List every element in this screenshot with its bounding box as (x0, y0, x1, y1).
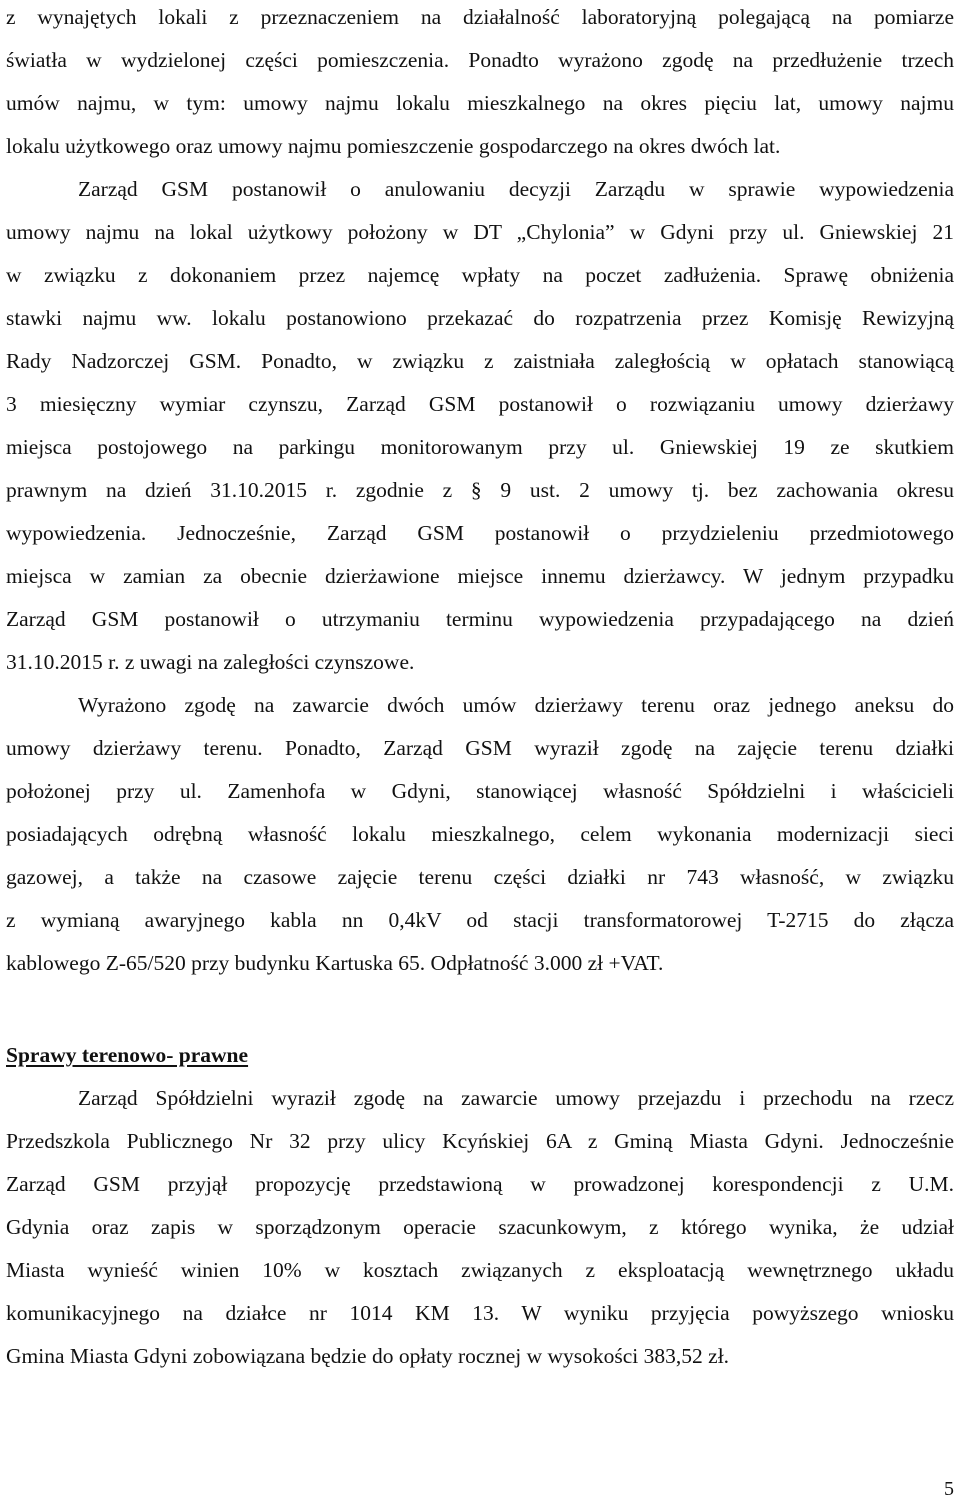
text-line: Zarząd GSM przyjął propozycję przedstawioną w prowadzonej korespondencji z U.M. (6, 1172, 954, 1196)
text-line: umów najmu, w tym: umowy najmu lokalu mieszkalnego na okres pięciu lat, umowy najmu (6, 91, 954, 115)
text-line: w związku z dokonaniem przez najemcę wpłaty na poczet zadłużenia. Sprawę obniżenia (6, 263, 954, 287)
text-line: lokalu użytkowego oraz umowy najmu pomieszczenie gospodarczego na okres dwóch lat. (6, 134, 781, 158)
text-line: Wyrażono zgodę na zawarcie dwóch umów dzierżawy terenu oraz jednego aneksu do (78, 693, 954, 717)
text-line: Przedszkola Publicznego Nr 32 przy ulicy Kcyńskiej 6A z Gminą Miasta Gdyni. Jednocześnie (6, 1129, 954, 1153)
section-heading: Sprawy terenowo- prawne (6, 1043, 249, 1067)
text-line: Zarząd Spółdzielni wyraził zgodę na zawarcie umowy przejazdu i przechodu na rzecz (78, 1086, 954, 1110)
text-line: posiadających odrębną własność lokalu mieszkalnego, celem wykonania modernizacji sieci (6, 822, 954, 846)
text-line: miejsca postojowego na parkingu monitorowanym przy ul. Gniewskiej 19 ze skutkiem (6, 435, 954, 459)
text-line: Rady Nadzorczej GSM. Ponadto, w związku z zaistniała zaległością w opłatach stanowiącą (6, 349, 954, 373)
text-line: z wynajętych lokali z przeznaczeniem na działalność laboratoryjną polegającą na pomiarze (6, 5, 954, 29)
text-line: Miasta wynieść winien 10% w kosztach związanych z eksploatacją wewnętrznego układu (6, 1258, 954, 1282)
text-line: miejsca w zamian za obecnie dzierżawione miejsce innemu dzierżawcy. W jednym przypadku (6, 564, 954, 588)
text-line: światła w wydzielonej części pomieszczenia. Ponadto wyrażono zgodę na przedłużenie trzech (6, 48, 954, 72)
text-line: 31.10.2015 r. z uwagi na zaległości czynszowe. (6, 650, 415, 674)
text-line: umowy najmu na lokal użytkowy położony w DT „Chylonia” w Gdyni przy ul. Gniewskiej 21 (6, 220, 954, 244)
text-line: Zarząd GSM postanowił o utrzymaniu terminu wypowiedzenia przypadającego na dzień (6, 607, 954, 631)
text-line: położonej przy ul. Zamenhofa w Gdyni, stanowiącej własność Spółdzielni i właścicieli (6, 779, 954, 803)
text-line: gazowej, a także na czasowe zajęcie terenu części działki nr 743 własność, w związku (6, 865, 954, 889)
text-line: stawki najmu ww. lokalu postanowiono przekazać do rozpatrzenia przez Komisję Rewizyjną (6, 306, 954, 330)
text-line: Zarząd GSM postanowił o anulowaniu decyzji Zarządu w sprawie wypowiedzenia (78, 177, 954, 201)
text-line: kablowego Z-65/520 przy budynku Kartuska 65. Odpłatność 3.000 zł +VAT. (6, 951, 664, 975)
text-line: 3 miesięczny wymiar czynszu, Zarząd GSM postanowił o rozwiązaniu umowy dzierżawy (6, 392, 954, 416)
page-number: 5 (944, 1478, 954, 1500)
text-line: prawnym na dzień 31.10.2015 r. zgodnie z § 9 ust. 2 umowy tj. bez zachowania okresu (6, 478, 954, 502)
text-line: komunikacyjnego na działce nr 1014 KM 13. W wyniku przyjęcia powyższego wniosku (6, 1301, 954, 1325)
text-line: umowy dzierżawy terenu. Ponadto, Zarząd GSM wyraził zgodę na zajęcie terenu działki (6, 736, 954, 760)
text-line: Gmina Miasta Gdyni zobowiązana będzie do opłaty rocznej w wysokości 383,52 zł. (6, 1344, 730, 1368)
text-line: Gdynia oraz zapis w sporządzonym operacie szacunkowym, z którego wynika, że udział (6, 1215, 954, 1239)
text-line: z wymianą awaryjnego kabla nn 0,4kV od stacji transformatorowej T-2715 do złącza (6, 908, 954, 932)
text-line: wypowiedzenia. Jednocześnie, Zarząd GSM postanowił o przydzieleniu przedmiotowego (6, 521, 954, 545)
